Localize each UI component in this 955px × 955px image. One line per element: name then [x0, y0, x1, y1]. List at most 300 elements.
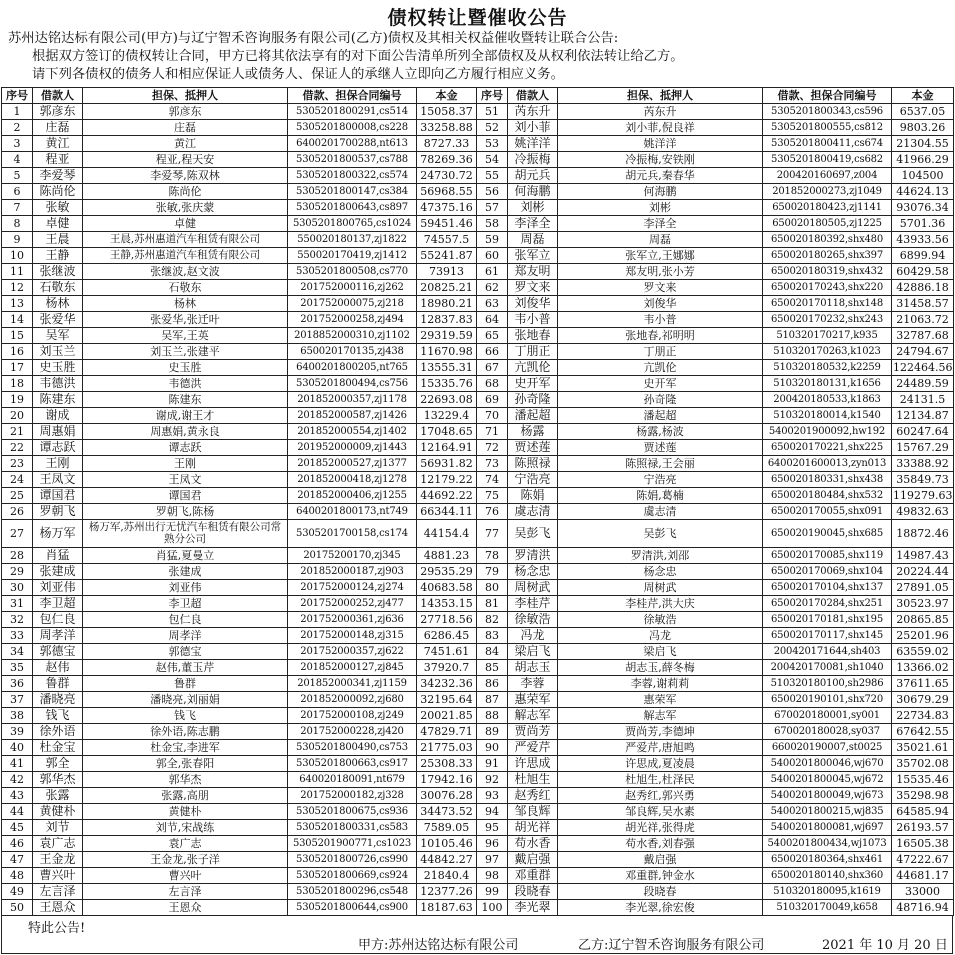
guarantor-names: 石敬东 [83, 279, 288, 295]
principal-amount: 13366.02 [892, 660, 954, 676]
contract-number: 201752000124,zj274 [288, 580, 417, 596]
guarantor-names: 芮东升 [558, 103, 763, 119]
contract-number: 5305201800419,cs682 [763, 151, 892, 167]
guarantor-names: 袁广志 [83, 835, 288, 851]
borrower-name: 罗文来 [508, 279, 558, 295]
contract-number: 5400201800049,wj673 [763, 787, 892, 803]
principal-amount: 40683.58 [417, 580, 477, 596]
principal-amount: 22693.08 [417, 391, 477, 407]
closing-notice: 特此公告! [28, 921, 86, 936]
contract-number: 650020180364,shx461 [763, 851, 892, 867]
principal-amount: 25308.33 [417, 755, 477, 771]
guarantor-names: 贾尚芳,李德坤 [558, 723, 763, 739]
borrower-name: 周惠娟 [33, 423, 83, 439]
guarantor-names: 冯龙 [558, 628, 763, 644]
guarantor-names: 庄磊 [83, 119, 288, 135]
contract-number: 640020180091,nt679 [288, 771, 417, 787]
contract-number: 201852000092,zj680 [288, 691, 417, 707]
row-number: 63 [477, 295, 508, 311]
table-row [2, 564, 954, 580]
principal-amount: 74557.5 [417, 231, 477, 247]
contract-number: 650020180319,shx432 [763, 263, 892, 279]
contract-number: 201752000148,zj315 [288, 628, 417, 644]
principal-amount: 31458.57 [892, 295, 954, 311]
table-row [2, 628, 954, 644]
row-number: 4 [2, 151, 33, 167]
borrower-name: 王静 [33, 247, 83, 263]
borrower-name: 梁启飞 [508, 644, 558, 660]
contract-number: 5305201800331,cs583 [288, 819, 417, 835]
contract-number: 6400201800173,nt749 [288, 503, 417, 519]
principal-amount: 43933.56 [892, 231, 954, 247]
borrower-name: 严爱芹 [508, 739, 558, 755]
borrower-name: 李爱琴 [33, 167, 83, 183]
row-number: 27 [2, 519, 33, 548]
contract-number: 5305201800291,cs514 [288, 103, 417, 119]
principal-amount: 17048.65 [417, 423, 477, 439]
borrower-name: 刘俊华 [508, 295, 558, 311]
borrower-name: 韦小普 [508, 311, 558, 327]
guarantor-names: 宁浩亮 [558, 471, 763, 487]
borrower-name: 徐外语 [33, 723, 83, 739]
contract-number: 5305201800343,cs596 [763, 103, 892, 119]
borrower-name: 徐敏浩 [508, 612, 558, 628]
row-number: 35 [2, 660, 33, 676]
row-number: 82 [477, 612, 508, 628]
principal-amount: 5701.36 [892, 215, 954, 231]
row-number: 7 [2, 199, 33, 215]
row-number: 51 [477, 103, 508, 119]
guarantor-names: 张敏,张庆蒙 [83, 199, 288, 215]
borrower-name: 刘玉兰 [33, 343, 83, 359]
borrower-name: 杨露 [508, 423, 558, 439]
contract-number: 670020180001,sy001 [763, 707, 892, 723]
principal-amount: 15535.46 [892, 771, 954, 787]
contract-number: 5305201800675,cs936 [288, 803, 417, 819]
row-number: 75 [477, 487, 508, 503]
page-title: 债权转让暨催收公告 [387, 7, 568, 29]
table-row [2, 455, 954, 471]
contract-number: 650020170243,shx220 [763, 279, 892, 295]
party-a-signature: 甲方:苏州达铭达标有限公司 [358, 938, 519, 953]
table-row [2, 135, 954, 151]
borrower-name: 刘节 [33, 819, 83, 835]
row-number: 66 [477, 343, 508, 359]
guarantor-names: 罗文来 [558, 279, 763, 295]
contract-number: 510320180100,sh2986 [763, 676, 892, 692]
guarantor-names: 肖猛,夏曼立 [83, 548, 288, 564]
guarantor-names: 姚洋洋 [558, 135, 763, 151]
row-number: 6 [2, 183, 33, 199]
guarantor-names: 黄江 [83, 135, 288, 151]
contract-number: 5305201800490,cs753 [288, 739, 417, 755]
guarantor-names: 刘亚伟 [83, 580, 288, 596]
contract-number: 650020180484,shx532 [763, 487, 892, 503]
principal-amount: 29535.29 [417, 564, 477, 580]
row-number: 38 [2, 707, 33, 723]
borrower-name: 李卫超 [33, 596, 83, 612]
borrower-name: 贾述莲 [508, 439, 558, 455]
borrower-name: 石敬东 [33, 279, 83, 295]
borrower-name: 亢凯伦 [508, 359, 558, 375]
contract-number: 201752000361,zj636 [288, 612, 417, 628]
principal-amount: 66344.11 [417, 503, 477, 519]
contract-number: 650020170118,shx148 [763, 295, 892, 311]
contract-number: 201752000075,zj218 [288, 295, 417, 311]
row-number: 53 [477, 135, 508, 151]
table-row [2, 215, 954, 231]
principal-amount: 42886.18 [892, 279, 954, 295]
guarantor-names: 解志军 [558, 707, 763, 723]
contract-number: 650020170135,zj438 [288, 343, 417, 359]
table-row [2, 691, 954, 707]
borrower-name: 钱飞 [33, 707, 83, 723]
principal-amount: 104500 [892, 167, 954, 183]
borrower-name: 黄江 [33, 135, 83, 151]
row-number: 58 [477, 215, 508, 231]
borrower-name: 黄健朴 [33, 803, 83, 819]
guarantor-names: 曹兴叶 [83, 867, 288, 883]
guarantor-names: 何海鹏 [558, 183, 763, 199]
row-number: 54 [477, 151, 508, 167]
table-row [2, 439, 954, 455]
guarantor-names: 韦小普 [558, 311, 763, 327]
guarantor-names: 谭国君 [83, 487, 288, 503]
contract-number: 201752000182,zj328 [288, 787, 417, 803]
principal-amount: 12179.22 [417, 471, 477, 487]
borrower-name: 鲁群 [33, 676, 83, 692]
principal-amount: 32195.64 [417, 691, 477, 707]
borrower-name: 周孝洋 [33, 628, 83, 644]
principal-amount: 6286.45 [417, 628, 477, 644]
table-row [2, 660, 954, 676]
principal-amount: 18187.63 [417, 899, 477, 915]
row-number: 62 [477, 279, 508, 295]
row-number: 21 [2, 423, 33, 439]
row-number: 24 [2, 471, 33, 487]
contract-number: 201752000116,zj262 [288, 279, 417, 295]
debt-table [1, 87, 954, 916]
table-row [2, 103, 954, 119]
contract-number: 5305201800147,cs384 [288, 183, 417, 199]
principal-amount: 12837.83 [417, 311, 477, 327]
guarantor-names: 杨念忠 [558, 564, 763, 580]
contract-number: 5305201700158,cs174 [288, 519, 417, 548]
row-number: 12 [2, 279, 33, 295]
contract-number: 5305201800643,cs897 [288, 199, 417, 215]
borrower-name: 包仁良 [33, 612, 83, 628]
guarantor-names: 陈尚伦 [83, 183, 288, 199]
guarantor-names: 杜旭生,杜泽民 [558, 771, 763, 787]
principal-amount: 67642.55 [892, 723, 954, 739]
borrower-name: 戴启强 [508, 851, 558, 867]
contract-number: 650020170221,shx225 [763, 439, 892, 455]
guarantor-names: 许思成,夏凌晨 [558, 755, 763, 771]
guarantor-names: 戴启强 [558, 851, 763, 867]
principal-amount: 15335.76 [417, 375, 477, 391]
borrower-name: 张军立 [508, 247, 558, 263]
row-number: 78 [477, 548, 508, 564]
principal-amount: 7451.61 [417, 644, 477, 660]
table-row [2, 183, 954, 199]
borrower-name: 王刚 [33, 455, 83, 471]
contract-number: 201852000527,zj1377 [288, 455, 417, 471]
principal-amount: 20865.85 [892, 612, 954, 628]
row-number: 48 [2, 867, 33, 883]
borrower-name: 许思成 [508, 755, 558, 771]
borrower-name: 姚洋洋 [508, 135, 558, 151]
row-number: 59 [477, 231, 508, 247]
borrower-name: 张爱华 [33, 311, 83, 327]
principal-amount: 60247.64 [892, 423, 954, 439]
row-number: 95 [477, 819, 508, 835]
principal-amount: 17942.16 [417, 771, 477, 787]
principal-amount: 12164.91 [417, 439, 477, 455]
principal-amount: 24131.5 [892, 391, 954, 407]
principal-amount: 6537.05 [892, 103, 954, 119]
contract-number: 650020170055,shx091 [763, 503, 892, 519]
borrower-name: 何海鹏 [508, 183, 558, 199]
borrower-name: 李光翠 [508, 899, 558, 915]
contract-number: 201852000554,zj1402 [288, 423, 417, 439]
contract-number: 201852000406,zj1255 [288, 487, 417, 503]
row-number: 49 [2, 883, 33, 899]
principal-amount: 49832.63 [892, 503, 954, 519]
borrower-name: 肖猛 [33, 548, 83, 564]
contract-number: 510320180532,k2259 [763, 359, 892, 375]
contract-number: 5305201800669,cs924 [288, 867, 417, 883]
principal-amount: 47829.71 [417, 723, 477, 739]
principal-amount: 7589.05 [417, 819, 477, 835]
principal-amount: 47375.16 [417, 199, 477, 215]
row-number: 85 [477, 660, 508, 676]
principal-amount: 33388.92 [892, 455, 954, 471]
row-number: 41 [2, 755, 33, 771]
guarantor-names: 左言泽 [83, 883, 288, 899]
borrower-name: 郭华杰 [33, 771, 83, 787]
contract-number: 5400201800081,wj697 [763, 819, 892, 835]
contract-number: 5305201800726,cs990 [288, 851, 417, 867]
borrower-name: 王恩众 [33, 899, 83, 915]
borrower-name: 吴彭飞 [508, 519, 558, 548]
contract-number: 550020170419,zj1412 [288, 247, 417, 263]
table-row [2, 311, 954, 327]
row-number: 23 [2, 455, 33, 471]
row-number: 65 [477, 327, 508, 343]
borrower-name: 郭全 [33, 755, 83, 771]
principal-amount: 20021.85 [417, 707, 477, 723]
contract-number: 5305201800008,cs228 [288, 119, 417, 135]
table-row [2, 199, 954, 215]
borrower-name: 郭彦东 [33, 103, 83, 119]
guarantor-names: 谭志跃 [83, 439, 288, 455]
contract-number: 650020180423,zj1141 [763, 199, 892, 215]
intro-line-1: 苏州达铭达标有限公司(甲方)与辽宁智禾咨询服务有限公司(乙方)债权及其相关权益催收暨转让联合公告: [8, 31, 619, 46]
table-row [2, 231, 954, 247]
principal-amount: 44624.13 [892, 183, 954, 199]
guarantor-names: 徐外语,陈志鹏 [83, 723, 288, 739]
row-number: 96 [477, 835, 508, 851]
borrower-name: 袁广志 [33, 835, 83, 851]
guarantor-names: 陈建东 [83, 391, 288, 407]
row-number: 71 [477, 423, 508, 439]
borrower-name: 胡光祥 [508, 819, 558, 835]
guarantor-names: 王静,苏州惠道汽车租赁有限公司 [83, 247, 288, 263]
borrower-name: 刘亚伟 [33, 580, 83, 596]
guarantor-names: 梁启飞 [558, 644, 763, 660]
principal-amount: 35702.08 [892, 755, 954, 771]
guarantor-names: 王恩众 [83, 899, 288, 915]
row-number: 84 [477, 644, 508, 660]
row-number: 80 [477, 580, 508, 596]
borrower-name: 杨林 [33, 295, 83, 311]
guarantor-names: 谢成,谢王才 [83, 407, 288, 423]
principal-amount: 35021.61 [892, 739, 954, 755]
principal-amount: 12377.26 [417, 883, 477, 899]
intro-line-3: 请下列各债权的债务人和相应保证人或债务人、保证人的承继人立即向乙方履行相应义务。 [32, 67, 564, 82]
row-number: 68 [477, 375, 508, 391]
table-row [2, 503, 954, 519]
row-number: 93 [477, 787, 508, 803]
row-number: 46 [2, 835, 33, 851]
principal-amount: 20825.21 [417, 279, 477, 295]
contract-number: 201852000587,zj1426 [288, 407, 417, 423]
borrower-name: 胡元兵 [508, 167, 558, 183]
borrower-name: 程亚 [33, 151, 83, 167]
guarantor-names: 胡光祥,张得虎 [558, 819, 763, 835]
party-b-signature: 乙方:辽宁智禾咨询服务有限公司 [578, 938, 765, 953]
principal-amount: 60429.58 [892, 263, 954, 279]
borrower-name: 冷振梅 [508, 151, 558, 167]
guarantor-names: 罗朝飞,陈杨 [83, 503, 288, 519]
guarantor-names: 潘起超 [558, 407, 763, 423]
principal-amount: 35849.73 [892, 471, 954, 487]
guarantor-names: 王凤文 [83, 471, 288, 487]
borrower-name: 王晨 [33, 231, 83, 247]
guarantor-names: 段晓春 [558, 883, 763, 899]
borrower-name: 赵秀红 [508, 787, 558, 803]
row-number: 70 [477, 407, 508, 423]
guarantor-names: 周磊 [558, 231, 763, 247]
row-number: 42 [2, 771, 33, 787]
row-number: 33 [2, 628, 33, 644]
contract-number: 200420180533,k1863 [763, 391, 892, 407]
table-row [2, 407, 954, 423]
guarantor-names: 史开军 [558, 375, 763, 391]
contract-number: 650020180392,shx480 [763, 231, 892, 247]
table-row [2, 263, 954, 279]
principal-amount: 122464.56 [893, 360, 953, 374]
row-number: 3 [2, 135, 33, 151]
contract-number: 650020180140,shx360 [763, 867, 892, 883]
borrower-name: 杜金宝 [33, 739, 83, 755]
principal-amount: 18872.46 [892, 519, 954, 548]
guarantor-names: 赵秀红,郭兴勇 [558, 787, 763, 803]
contract-number: 201852000273,zj1049 [763, 183, 892, 199]
row-number: 55 [477, 167, 508, 183]
row-number: 32 [2, 612, 33, 628]
principal-amount: 22734.83 [892, 707, 954, 723]
guarantor-names: 郭华杰 [83, 771, 288, 787]
row-number: 47 [2, 851, 33, 867]
borrower-name: 陈娟 [508, 487, 558, 503]
principal-amount: 30523.97 [892, 596, 954, 612]
principal-amount: 14987.43 [892, 548, 954, 564]
borrower-name: 苟水香 [508, 835, 558, 851]
row-number: 14 [2, 311, 33, 327]
row-number: 26 [2, 503, 33, 519]
table-row [2, 676, 954, 692]
row-number: 43 [2, 787, 33, 803]
borrower-name: 陈照禄 [508, 455, 558, 471]
borrower-name: 邓重群 [508, 867, 558, 883]
borrower-name: 罗清洪 [508, 548, 558, 564]
contract-number: 5305201800322,cs574 [288, 167, 417, 183]
borrower-name: 杜旭生 [508, 771, 558, 787]
table-row [2, 707, 954, 723]
principal-amount: 20224.44 [892, 564, 954, 580]
row-number: 50 [2, 899, 33, 915]
borrower-name: 解志军 [508, 707, 558, 723]
principal-amount: 73913 [417, 263, 477, 279]
row-number: 40 [2, 739, 33, 755]
borrower-name: 陈建东 [33, 391, 83, 407]
contract-number: 201752000252,zj477 [288, 596, 417, 612]
principal-amount: 6899.94 [892, 247, 954, 263]
row-number: 11 [2, 263, 33, 279]
guarantor-names: 包仁良 [83, 612, 288, 628]
contract-number: 650020170181,shx195 [763, 612, 892, 628]
guarantor-names: 孙奇隆 [558, 391, 763, 407]
guarantor-names: 杜金宝,李进军 [83, 739, 288, 755]
contract-number: 5400201800434,wj1073 [763, 835, 892, 851]
guarantor-names: 程亚,程天安 [83, 151, 288, 167]
guarantor-names: 钱飞 [83, 707, 288, 723]
borrower-name: 吴军 [33, 327, 83, 343]
principal-amount: 37611.65 [892, 676, 954, 692]
borrower-name: 史玉胜 [33, 359, 83, 375]
principal-amount: 21063.72 [892, 311, 954, 327]
guarantor-names: 周孝洋 [83, 628, 288, 644]
row-number: 28 [2, 548, 33, 564]
intro-text [8, 30, 948, 84]
table-row [2, 279, 954, 295]
guarantor-names: 虞志清 [558, 503, 763, 519]
guarantor-names: 冷振梅,安铁刚 [558, 151, 763, 167]
guarantor-names: 李桂芹,洪大庆 [558, 596, 763, 612]
contract-number: 5400201800215,wj835 [763, 803, 892, 819]
contract-number: 510320180131,k1656 [763, 375, 892, 391]
guarantor-names: 胡志玉,薛冬梅 [558, 660, 763, 676]
row-number: 79 [477, 564, 508, 580]
guarantor-names: 张继波,赵文波 [83, 263, 288, 279]
row-number: 37 [2, 691, 33, 707]
row-number: 83 [477, 628, 508, 644]
guarantor-names: 刘玉兰,张建平 [83, 343, 288, 359]
column-header-row-number: 序号 [477, 88, 508, 104]
borrower-name: 张敏 [33, 199, 83, 215]
contract-number: 201852000341,zj1159 [288, 676, 417, 692]
contract-number: 650020170104,shx137 [763, 580, 892, 596]
borrower-name: 李桂芹 [508, 596, 558, 612]
row-number: 30 [2, 580, 33, 596]
contract-number: 200420170081,sh1040 [763, 660, 892, 676]
principal-amount: 37920.7 [417, 660, 477, 676]
row-number: 89 [477, 723, 508, 739]
table-row [2, 548, 954, 564]
guarantor-names: 郭彦东 [83, 103, 288, 119]
contract-number: 201752000357,zj622 [288, 644, 417, 660]
